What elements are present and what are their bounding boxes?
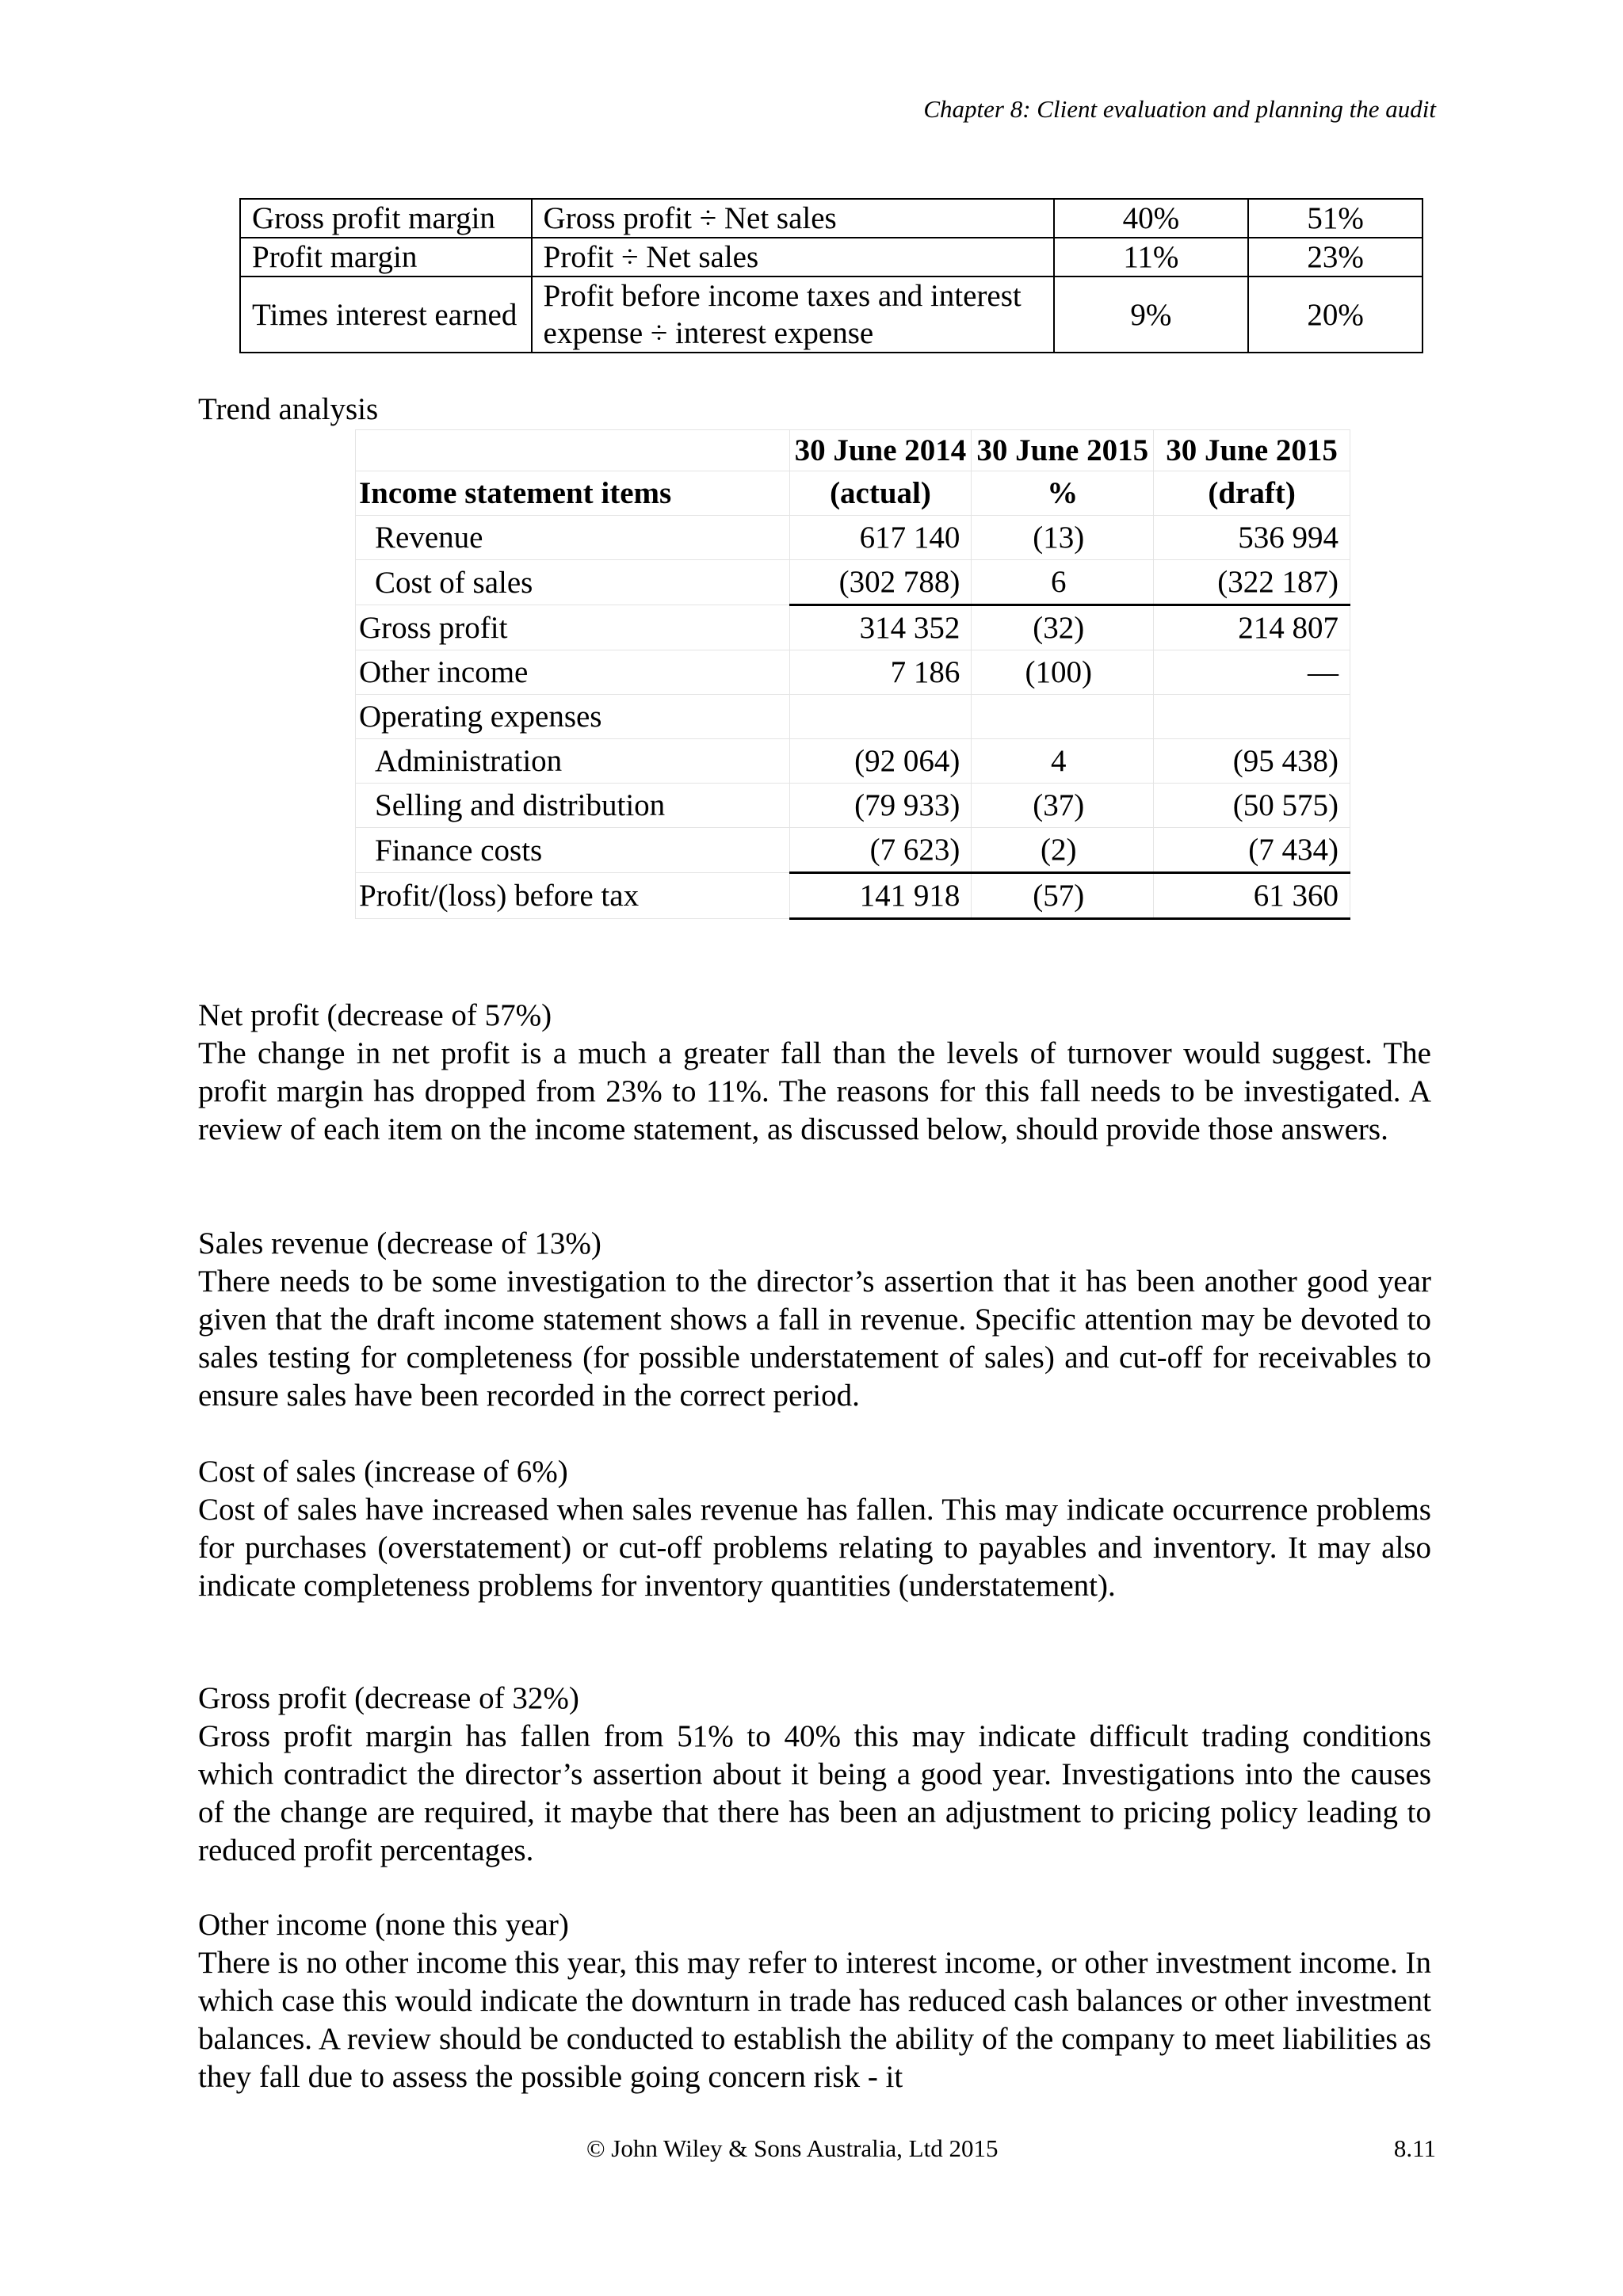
col-2015-draft-header: 30 June 2015 <box>1154 430 1350 471</box>
row-actual <box>789 695 972 739</box>
table-row <box>356 695 1350 739</box>
table-row <box>356 828 1350 873</box>
ratio-current: 9% <box>1054 277 1249 353</box>
footer-copyright: © John Wiley & Sons Australia, Ltd 2015 <box>586 2134 999 2162</box>
row-label: Administration <box>356 739 790 784</box>
row-label: Finance costs <box>356 828 790 873</box>
row-actual: 141 918 <box>789 873 972 919</box>
row-actual: (7 623) <box>789 828 972 873</box>
paragraph-body: Gross profit margin has fallen from 51% to 40% this may indicate difficult trading conditions which contradict the director’s assertion about it being a good year. Investigations into the causes of the change are required, it maybe that there has been an adjustment to pricing policy leading to reduced profit percentages. <box>198 1719 1431 1867</box>
row-pct: (13) <box>972 516 1154 560</box>
row-draft: (50 575) <box>1154 784 1350 828</box>
ratio-formula: Gross profit ÷ Net sales <box>532 199 1054 238</box>
row-pct: (37) <box>972 784 1154 828</box>
actual-label: (actual) <box>789 471 972 516</box>
ratio-name: Times interest earned <box>240 277 532 353</box>
ratio-current: 40% <box>1054 199 1249 238</box>
col-2014-header: 30 June 2014 <box>789 430 972 471</box>
paragraph-title: Other income (none this year) <box>198 1908 569 1942</box>
trend-header-row <box>356 430 1350 471</box>
trend-header-blank <box>356 430 790 471</box>
row-pct <box>972 695 1154 739</box>
chapter-header: Chapter 8: Client evaluation and planning the audit <box>923 95 1436 123</box>
row-pct: (32) <box>972 605 1154 650</box>
row-pct: (57) <box>972 873 1154 919</box>
row-pct: 6 <box>972 560 1154 605</box>
paragraph-title: Net profit (decrease of 57%) <box>198 998 552 1032</box>
ratio-prior: 20% <box>1248 277 1423 353</box>
trend-table <box>355 429 1350 920</box>
row-label: Profit/(loss) before tax <box>356 873 790 919</box>
col-2015-pct-header: 30 June 2015 <box>972 430 1154 471</box>
table-row <box>356 873 1350 919</box>
ratio-name: Profit margin <box>240 238 532 277</box>
row-pct: 4 <box>972 739 1154 784</box>
paragraph-title: Gross profit (decrease of 32%) <box>198 1681 579 1715</box>
row-label: Cost of sales <box>356 560 790 605</box>
row-pct: (2) <box>972 828 1154 873</box>
trend-subheader-row <box>356 471 1350 516</box>
row-pct: (100) <box>972 650 1154 695</box>
row-actual: 314 352 <box>789 605 972 650</box>
items-header: Income statement items <box>356 471 790 516</box>
row-draft: 61 360 <box>1154 873 1350 919</box>
ratio-table <box>239 198 1423 353</box>
row-actual: (302 788) <box>789 560 972 605</box>
table-row <box>356 605 1350 650</box>
pct-label: % <box>972 471 1154 516</box>
row-label: Operating expenses <box>356 695 790 739</box>
row-draft: 214 807 <box>1154 605 1350 650</box>
table-row <box>356 784 1350 828</box>
ratio-row <box>240 199 1423 238</box>
paragraph-body: Cost of sales have increased when sales revenue has fallen. This may indicate occurrence problems for purchases (overstatement) or cut-off problems relating to payables and inventory. It may also indicate completeness problems for inventory quantities (understatement). <box>198 1493 1431 1603</box>
paragraph-other-income <box>198 1906 1431 2096</box>
ratio-current: 11% <box>1054 238 1249 277</box>
paragraph-body: The change in net profit is a much a greater fall than the levels of turnover would suggest. The profit margin has dropped from 23% to 11%. The reasons for this fall needs to be investigated. A review of each item on the income statement, as discussed below, should provide those answers. <box>198 1036 1431 1146</box>
row-actual: (92 064) <box>789 739 972 784</box>
row-actual: (79 933) <box>789 784 972 828</box>
draft-label: (draft) <box>1154 471 1350 516</box>
paragraph-gross-profit <box>198 1680 1431 1870</box>
paragraph-net-profit <box>198 997 1431 1149</box>
ratio-prior: 51% <box>1248 199 1423 238</box>
footer-page-number: 8.11 <box>1393 2134 1436 2162</box>
row-label: Revenue <box>356 516 790 560</box>
trend-heading: Trend analysis <box>198 392 379 426</box>
table-row <box>356 650 1350 695</box>
row-draft: (7 434) <box>1154 828 1350 873</box>
ratio-name: Gross profit margin <box>240 199 532 238</box>
table-row <box>356 560 1350 605</box>
ratio-formula: Profit before income taxes and interest expense ÷ interest expense <box>532 277 1054 353</box>
ratio-row <box>240 238 1423 277</box>
ratio-formula: Profit ÷ Net sales <box>532 238 1054 277</box>
paragraph-body: There needs to be some investigation to the director’s assertion that it has been another good year given that the draft income statement shows a fall in revenue. Specific attention may be devoted to sales testing for completeness (for possible understatement of sales) and cut-off for receivables to ensure sales have been recorded in the correct period. <box>198 1264 1431 1413</box>
row-actual: 617 140 <box>789 516 972 560</box>
row-actual: 7 186 <box>789 650 972 695</box>
row-draft: 536 994 <box>1154 516 1350 560</box>
row-label: Selling and distribution <box>356 784 790 828</box>
row-label: Other income <box>356 650 790 695</box>
paragraph-title: Sales revenue (decrease of 13%) <box>198 1226 601 1261</box>
paragraph-title: Cost of sales (increase of 6%) <box>198 1455 568 1489</box>
paragraph-sales-revenue <box>198 1225 1431 1415</box>
ratio-prior: 23% <box>1248 238 1423 277</box>
table-row <box>356 516 1350 560</box>
row-draft <box>1154 695 1350 739</box>
row-draft: (322 187) <box>1154 560 1350 605</box>
row-draft: (95 438) <box>1154 739 1350 784</box>
paragraph-body: There is no other income this year, this may refer to interest income, or other investment income. In which case this would indicate the downturn in trade has reduced cash balances or other investment balances. A review should be conducted to establish the ability of the company to meet liabilities as they fall due to assess the possible going concern risk - it <box>198 1946 1431 2094</box>
row-draft: — <box>1154 650 1350 695</box>
table-row <box>356 739 1350 784</box>
row-label: Gross profit <box>356 605 790 650</box>
paragraph-cost-of-sales <box>198 1453 1431 1605</box>
ratio-row <box>240 277 1423 353</box>
